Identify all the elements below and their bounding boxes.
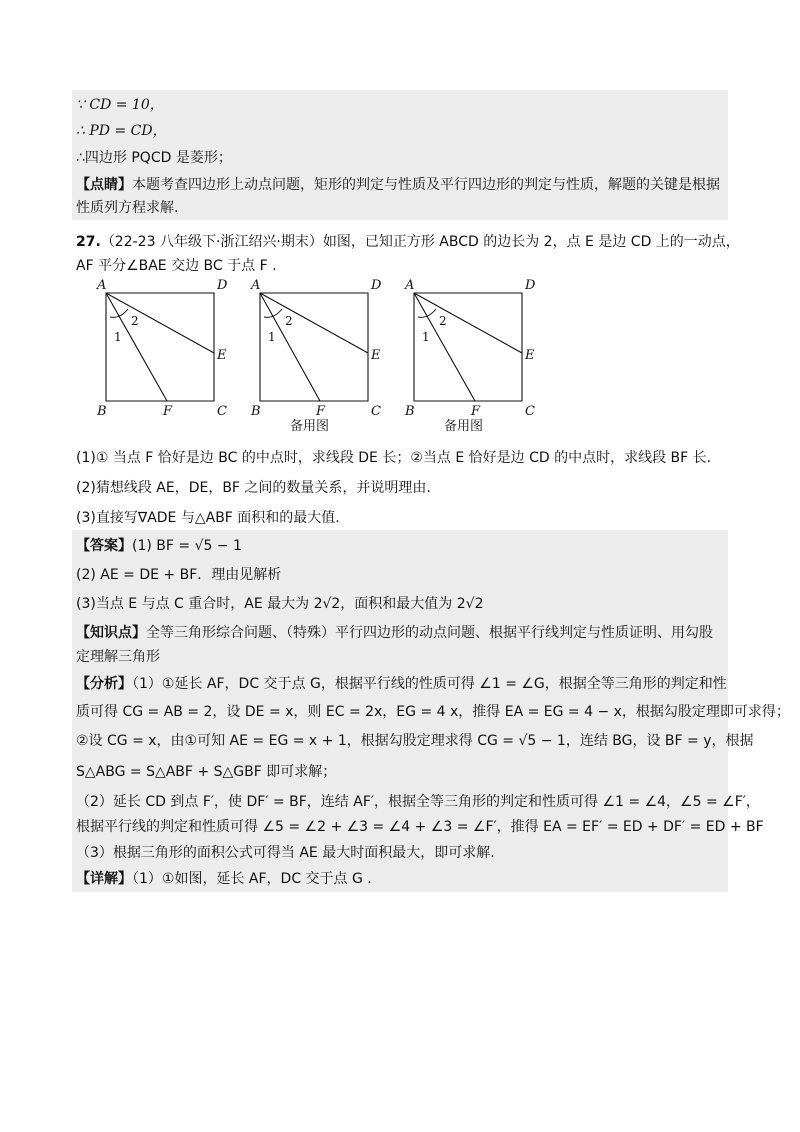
fig3-label-E: E [525, 348, 535, 363]
answer-line-3: (3)当点 E 与点 C 重合时，AE 最大为 2√2，面积和最大值为 2√2 [76, 596, 484, 612]
analysis-line-5: （2）延长 CD 到点 F′，使 DF′ = BF，连结 AF′，根据全等三角形的判定和性质可得 ∠1 = ∠4，∠5 = ∠F′， [76, 794, 760, 810]
fig3-angle-1: 1 [422, 330, 430, 344]
fig1-angle-1: 1 [114, 330, 122, 344]
fig2-angle-2: 2 [285, 314, 293, 328]
problem-stem-1: 27.（22-23 八年级下·浙江绍兴·期末）如图，已知正方形 ABCD 的边长为 2，点 E 是边 CD 上的一动点， [76, 234, 740, 250]
fig2-label-D: D [371, 278, 382, 293]
knowledge-line-1: 【知识点】全等三角形综合问题、（特殊）平行四边形的动点问题、根据平行线判定与性质证明、用勾股 [76, 625, 713, 641]
fig2-label-C: C [371, 404, 381, 419]
fig3-label-A: A [405, 278, 415, 293]
fig2-angle-1: 1 [268, 330, 276, 344]
fig3-label-C: C [525, 404, 535, 419]
fig2-label-A: A [251, 278, 261, 293]
fig3-label-F: F [471, 404, 481, 419]
top-line-1: ∵ CD = 10， [76, 97, 164, 113]
figures [0, 275, 800, 435]
question-2: (2)猜想线段 AE，DE，BF 之间的数量关系，并说明理由. [76, 480, 431, 496]
fig3-label-B: B [405, 404, 415, 419]
fig3-angle-2: 2 [439, 314, 447, 328]
fig1-angle-2: 2 [131, 314, 139, 328]
problem-stem-2: AF 平分∠BAE 交边 BC 于点 F . [76, 258, 277, 274]
analysis-line-1: 【分析】（1）①延长 AF，DC 交于点 G，根据平行线的性质可得 ∠1 = ∠G，根据全等三角形的判定和性 [76, 676, 727, 692]
question-1: (1)① 当点 F 恰好是边 BC 的中点时，求线段 DE 长；②当点 E 恰好是边 CD 的中点时，求线段 BF 长. [76, 450, 712, 466]
top-line-3: ∴四边形 PQCD 是菱形； [76, 150, 232, 166]
fig1-label-B: B [97, 404, 107, 419]
fig1-label-E: E [217, 348, 227, 363]
analysis-line-6: 根据平行线的判定和性质可得 ∠5 = ∠2 + ∠3 = ∠4 + ∠3 = ∠F′，推得 EA = EF′ = ED + DF′ = ED + BF [76, 819, 764, 835]
figure-2 [250, 278, 382, 434]
fig2-label-B: B [251, 404, 261, 419]
fig2-caption: 备用图 [290, 419, 330, 434]
analysis-line-7: （3）根据三角形的面积公式可得当 AE 最大时面积最大，即可求解. [76, 845, 495, 861]
fig2-label-E: E [371, 348, 381, 363]
answer-line-1: 【答案】(1) BF = √5 − 1 [76, 538, 242, 554]
fig3-label-D: D [525, 278, 536, 293]
comment-line-1: 【点睛】本题考查四边形上动点问题，矩形的判定与性质及平行四边形的判定与性质，解题的关键是根据 [76, 177, 720, 193]
analysis-line-2: 质可得 CG = AB = 2，设 DE = x，则 EC = 2x，EG = 4 x，推得 EA = EG = 4 − x，根据勾股定理即可求得； [76, 704, 790, 720]
figure-3 [404, 278, 536, 434]
analysis-line-3: ②设 CG = x，由①可知 AE = EG = x + 1，根据勾股定理求得 CG = √5 − 1，连结 BG，设 BF = y，根据 [76, 733, 754, 749]
comment-line-2: 性质列方程求解. [76, 200, 179, 216]
fig1-label-C: C [217, 404, 227, 419]
answer-line-2: (2) AE = DE + BF．理由见解析 [76, 567, 282, 583]
fig1-label-D: D [217, 278, 228, 293]
question-3: (3)直接写∇ADE 与△ABF 面积和的最大值. [76, 510, 340, 526]
fig1-label-A: A [97, 278, 107, 293]
analysis-line-4: S△ABG = S△ABF + S△GBF 即可求解； [76, 764, 337, 780]
detail-line: 【详解】（1）①如图，延长 AF，DC 交于点 G . [76, 871, 372, 887]
fig1-label-F: F [163, 404, 173, 419]
knowledge-line-2: 定理解三角形 [76, 649, 160, 665]
fig2-label-F: F [316, 404, 326, 419]
top-line-2: ∴ PD = CD， [76, 123, 167, 139]
fig3-caption: 备用图 [444, 419, 484, 434]
figure-1 [96, 278, 228, 419]
